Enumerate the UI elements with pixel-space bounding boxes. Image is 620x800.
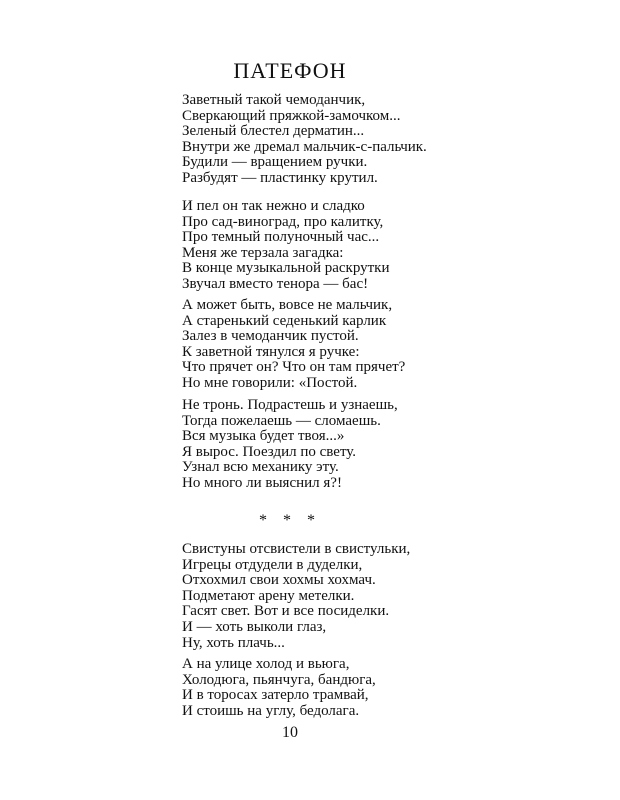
poem-line: Отхохмил свои хохмы хохмач. — [182, 572, 376, 589]
poem-line: Подметают арену метелки. — [182, 587, 355, 604]
page-number: 10 — [282, 724, 298, 741]
poem-line: Внутри же дремал мальчик-с-пальчик. — [182, 138, 427, 155]
poem-line: Про сад-виноград, про калитку, — [182, 213, 384, 230]
section-separator: * * * — [259, 512, 321, 529]
poem-line: Тогда пожелаешь — сломаешь. — [182, 412, 381, 429]
poem-line: А старенький седенький карлик — [182, 312, 387, 329]
poem-line: Заветный такой чемоданчик, — [182, 92, 366, 108]
poem-line: Игрецы отдудели в дуделки, — [182, 556, 363, 573]
poem-line: К заветной тянулся я ручке: — [182, 343, 360, 360]
poem-line: Не тронь. Подрастешь и узнаешь, — [182, 397, 398, 413]
poem-line: Что прячет он? Что он там прячет? — [182, 359, 406, 376]
poem-line: Свистуны отсвистели в свистульки, — [182, 541, 411, 557]
poem-line: Гасят свет. Вот и все посиделки. — [182, 603, 390, 620]
poem-line: Зеленый блестел дерматин... — [182, 123, 365, 140]
poem-line: И — хоть выколи глаз, — [182, 618, 327, 635]
poem-title: ПАТЕФОН — [233, 58, 347, 83]
stanza-5 — [182, 542, 410, 651]
poem-line: Я вырос. Поездил по свету. — [182, 443, 357, 460]
stanza-2 — [182, 199, 390, 293]
poem-line: Будили — вращением ручки. — [182, 154, 368, 171]
stanza-3 — [182, 298, 405, 392]
poem-line: А может быть, вовсе не мальчик, — [182, 297, 393, 313]
poem-line: И пел он так нежно и сладко — [182, 198, 365, 214]
poem-line: И в торосах затерло трамвай, — [182, 687, 369, 704]
poem-line: Узнал всю механику эту. — [182, 459, 339, 476]
poem-line: Но мне говорили: «Постой. — [182, 374, 358, 391]
stanza-1 — [182, 93, 427, 187]
poem-line: Разбудят — пластинку крутил. — [182, 169, 378, 186]
poem-line: Звучал вместо тенора — бас! — [182, 275, 369, 292]
stanza-4 — [182, 398, 398, 492]
poem-line: В конце музыкальной раскрутки — [182, 260, 390, 277]
poem-line: Ну, хоть плачь... — [182, 634, 285, 651]
poem-line: А на улице холод и вьюга, — [182, 656, 350, 672]
poem-line: Вся музыка будет твоя...» — [182, 428, 345, 445]
poem-line: Холодюга, пьянчуга, бандюга, — [182, 671, 376, 688]
poem-line: И стоишь на углу, бедолага. — [182, 702, 360, 719]
poem-line: Меня же терзала загадка: — [182, 244, 344, 261]
poem-line: Залез в чемоданчик пустой. — [182, 328, 359, 345]
stanza-6 — [182, 657, 376, 719]
poem-line: Сверкающий пряжкой-замочком... — [182, 107, 401, 124]
poem-line: Про темный полуночный час... — [182, 229, 380, 246]
poem-line: Но много ли выяснил я?! — [182, 474, 342, 491]
